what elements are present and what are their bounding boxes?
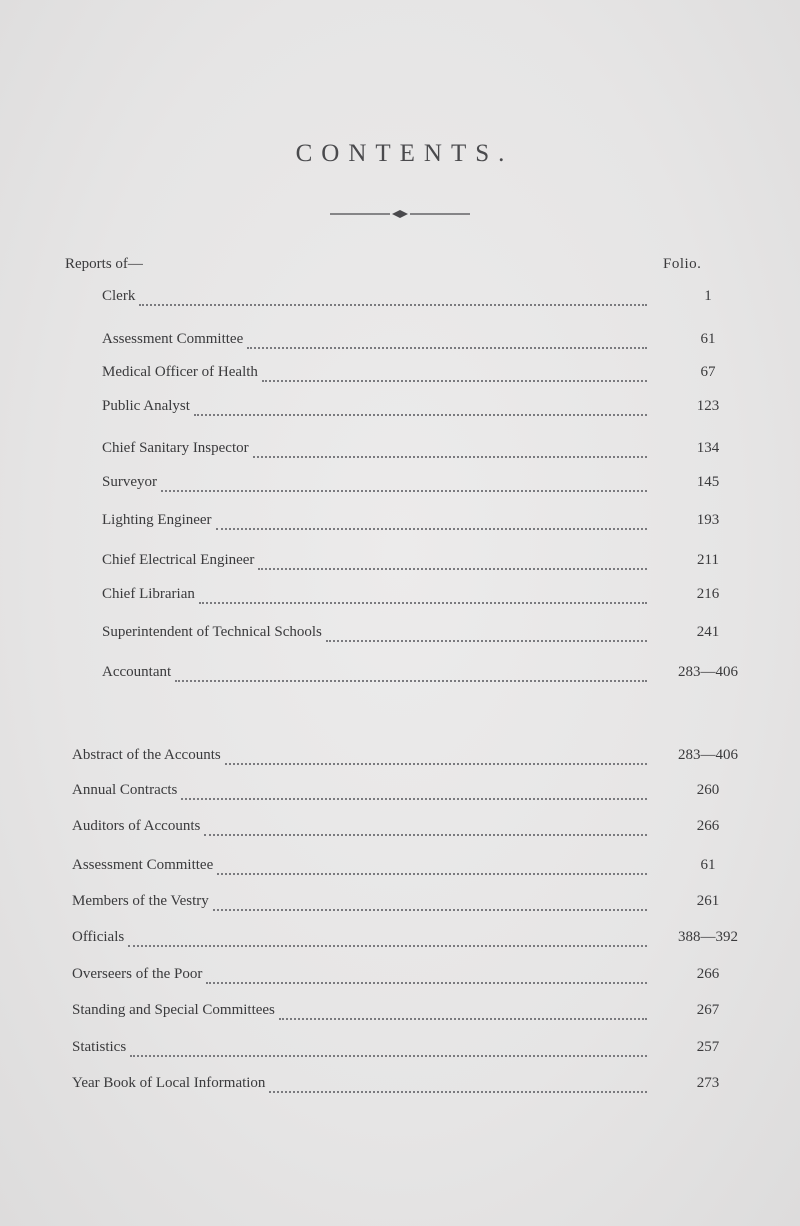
toc-entry-folio: 257 bbox=[696, 1039, 720, 1055]
toc-entry-reports-7 bbox=[102, 552, 657, 574]
toc-entry-reports-9 bbox=[102, 624, 657, 646]
dot-leader bbox=[326, 640, 647, 642]
toc-entry-label: Lighting Engineer bbox=[102, 512, 212, 528]
dot-leader bbox=[279, 1018, 647, 1020]
toc-entry-folio: 267 bbox=[696, 1002, 720, 1018]
toc-entry-folio: 266 bbox=[696, 818, 720, 834]
toc-entry-label: Medical Officer of Health bbox=[102, 364, 258, 380]
toc-entry-folio: 145 bbox=[696, 474, 720, 490]
toc-entry-folio: 266 bbox=[696, 966, 720, 982]
toc-entry-reports-10 bbox=[102, 664, 657, 686]
toc-entry-label: Overseers of the Poor bbox=[72, 966, 203, 982]
toc-entry-label: Clerk bbox=[102, 288, 136, 304]
toc-entry-folio: 283—406 bbox=[678, 664, 738, 680]
toc-entry-label: Superintendent of Technical Schools bbox=[102, 624, 322, 640]
toc-entry-folio: 216 bbox=[696, 586, 720, 602]
toc-entry-label: Standing and Special Committees bbox=[72, 1002, 275, 1018]
toc-entry-folio: 123 bbox=[696, 398, 720, 414]
toc-entry-reports-3 bbox=[102, 398, 657, 420]
toc-entry-other-1 bbox=[72, 782, 657, 804]
toc-entry-label: Chief Librarian bbox=[102, 586, 195, 602]
dot-leader bbox=[199, 602, 647, 604]
dot-leader bbox=[181, 798, 647, 800]
dot-leader bbox=[216, 528, 647, 530]
dot-leader bbox=[258, 568, 647, 570]
page-title: CONTENTS. bbox=[295, 140, 514, 167]
toc-entry-label: Abstract of the Accounts bbox=[72, 747, 221, 763]
toc-entry-label: Accountant bbox=[102, 664, 172, 680]
toc-entry-reports-8 bbox=[102, 586, 657, 608]
toc-entry-label: Year Book of Local Information bbox=[72, 1075, 266, 1091]
dot-leader bbox=[204, 834, 647, 836]
toc-entry-label: Chief Sanitary Inspector bbox=[102, 440, 249, 456]
toc-entry-label: Members of the Vestry bbox=[72, 893, 209, 909]
dot-leader bbox=[262, 380, 647, 382]
dot-leader bbox=[217, 873, 647, 875]
toc-entry-folio: 273 bbox=[696, 1075, 720, 1091]
title-ornament bbox=[330, 208, 470, 220]
toc-entry-folio: 61 bbox=[700, 857, 716, 873]
toc-entry-other-2 bbox=[72, 818, 657, 840]
reports-of-heading: Reports of— bbox=[65, 256, 143, 272]
dot-leader bbox=[213, 909, 647, 911]
toc-entry-folio: 260 bbox=[696, 782, 720, 798]
toc-entry-folio: 1 bbox=[704, 288, 712, 304]
toc-entry-folio: 388—392 bbox=[678, 929, 738, 945]
toc-entry-folio: 241 bbox=[696, 624, 720, 640]
toc-entry-other-8 bbox=[72, 1039, 657, 1061]
toc-entry-reports-4 bbox=[102, 440, 657, 462]
toc-entry-label: Statistics bbox=[72, 1039, 127, 1055]
toc-entry-folio: 211 bbox=[697, 552, 719, 568]
dot-leader bbox=[194, 414, 647, 416]
toc-entry-reports-1 bbox=[102, 331, 657, 353]
dot-leader bbox=[247, 347, 647, 349]
toc-entry-folio: 61 bbox=[700, 331, 716, 347]
folio-heading: Folio. bbox=[663, 256, 702, 272]
toc-entry-label: Surveyor bbox=[102, 474, 157, 490]
toc-entry-other-5 bbox=[72, 929, 657, 951]
toc-entry-other-3 bbox=[72, 857, 657, 879]
dot-leader bbox=[139, 304, 647, 306]
toc-entry-reports-2 bbox=[102, 364, 657, 386]
toc-entry-reports-0 bbox=[102, 288, 657, 310]
dot-leader bbox=[128, 945, 647, 947]
toc-entry-folio: 134 bbox=[696, 440, 720, 456]
toc-entry-other-0 bbox=[72, 747, 657, 769]
dot-leader bbox=[130, 1055, 647, 1057]
toc-entry-label: Assessment Committee bbox=[102, 331, 244, 347]
dot-leader bbox=[206, 982, 647, 984]
dot-leader bbox=[269, 1091, 647, 1093]
toc-entry-folio: 193 bbox=[696, 512, 720, 528]
dot-leader bbox=[253, 456, 647, 458]
toc-entry-label: Annual Contracts bbox=[72, 782, 178, 798]
toc-entry-reports-6 bbox=[102, 512, 657, 534]
toc-entry-other-6 bbox=[72, 966, 657, 988]
toc-entry-label: Assessment Committee bbox=[72, 857, 214, 873]
dot-leader bbox=[175, 680, 647, 682]
toc-entry-other-4 bbox=[72, 893, 657, 915]
toc-entry-reports-5 bbox=[102, 474, 657, 496]
toc-entry-folio: 283—406 bbox=[678, 747, 738, 763]
dot-leader bbox=[225, 763, 647, 765]
toc-entry-other-9 bbox=[72, 1075, 657, 1097]
toc-entry-label: Chief Electrical Engineer bbox=[102, 552, 255, 568]
toc-entry-folio: 261 bbox=[696, 893, 720, 909]
toc-entry-label: Officials bbox=[72, 929, 125, 945]
toc-entry-folio: 67 bbox=[700, 364, 716, 380]
toc-entry-label: Auditors of Accounts bbox=[72, 818, 201, 834]
toc-entry-other-7 bbox=[72, 1002, 657, 1024]
toc-entry-label: Public Analyst bbox=[102, 398, 190, 414]
dot-leader bbox=[161, 490, 647, 492]
